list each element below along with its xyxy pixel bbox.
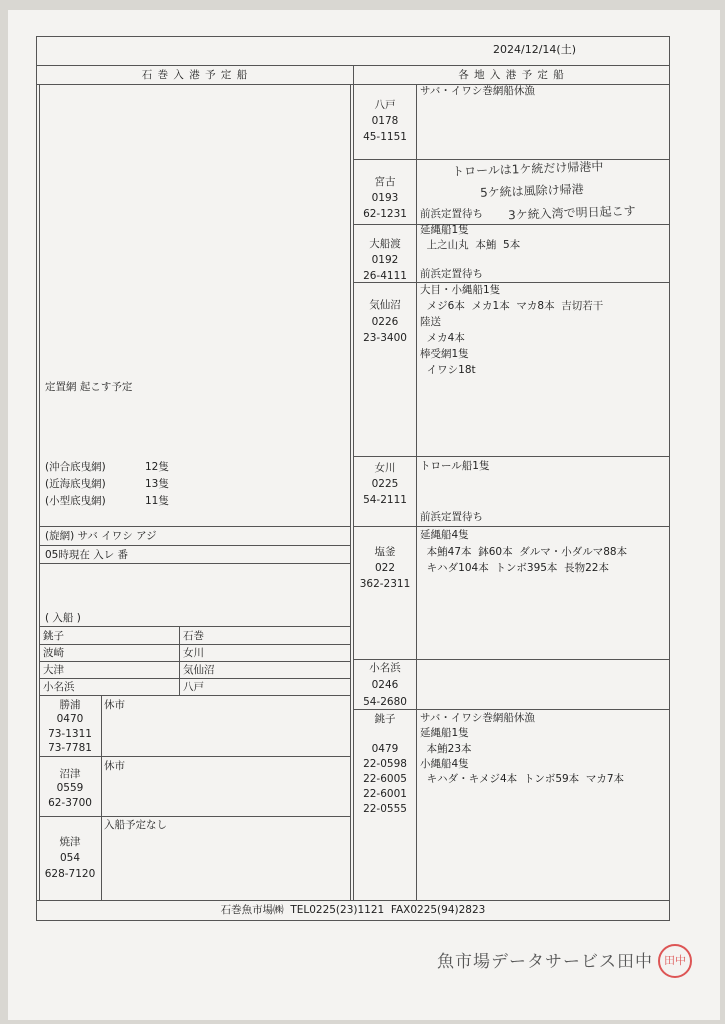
station-line: キハダ104本 トンボ395本 長物22本	[420, 562, 609, 574]
frame-bottom	[36, 920, 670, 921]
station-line: 前浜定置待ち	[420, 268, 483, 280]
station-tel: 54-2680	[363, 696, 407, 708]
station-line: 本鮪47本 鉢60本 ダルマ・小ダルマ88本	[420, 546, 628, 558]
divider	[39, 816, 350, 817]
station-tel: 45-1151	[363, 131, 407, 143]
divider	[39, 661, 350, 662]
nyusen-label: ( 入船 )	[45, 612, 81, 624]
station-tel: 0479	[371, 743, 399, 755]
station-tel: 0225	[371, 478, 399, 490]
station-line: サバ・イワシ巻網船休漁	[420, 712, 535, 724]
market-name: 勝浦	[59, 699, 81, 711]
station-tel: 22-6005	[363, 773, 407, 785]
market-name: 沼津	[59, 768, 81, 780]
divider	[354, 456, 670, 457]
station-tel: 0246	[371, 679, 399, 691]
station-line: サバ・イワシ巻網船休漁	[420, 85, 535, 97]
market-tel: 0559	[56, 782, 84, 794]
handwritten-note: 3ケ統入湾で明日起こす	[507, 203, 636, 223]
port-cell: 銚子	[43, 630, 64, 642]
station-name: 気仙沼	[369, 299, 401, 311]
divider	[39, 626, 350, 627]
station-line: 前浜定置待ち	[420, 208, 483, 220]
station-tel: 0192	[371, 254, 399, 266]
station-name: 八戸	[374, 99, 396, 111]
teichi-note: 定置網 起こす予定	[45, 381, 133, 393]
station-tel: 23-3400	[363, 332, 407, 344]
market-tel: 628-7120	[44, 868, 96, 880]
divider	[354, 526, 670, 527]
port-cell: 大津	[43, 664, 64, 676]
right-col-inner	[350, 84, 351, 900]
trawl-small-label: (小型底曳網)	[45, 495, 106, 507]
frame-left	[36, 36, 37, 920]
station-line: 棒受網1隻	[420, 348, 469, 360]
station-name: 大船渡	[369, 238, 401, 250]
seal-stamp: 田中	[658, 944, 692, 978]
divider	[39, 695, 350, 696]
divider	[179, 626, 180, 695]
right-header: 各 地 入 港 予 定 船	[458, 69, 565, 81]
port-cell: 小名浜	[43, 681, 75, 693]
station-tel: 22-6001	[363, 788, 407, 800]
port-cell: 石巻	[183, 630, 204, 642]
market-tel: 73-7781	[48, 742, 92, 754]
port-cell: 女川	[183, 647, 204, 659]
station-tel: 62-1231	[363, 208, 407, 220]
divider	[39, 678, 350, 679]
market-tel: 62-3700	[48, 797, 92, 809]
station-tel: 22-0555	[363, 803, 407, 815]
port-cell: 気仙沼	[183, 664, 215, 676]
divider	[39, 563, 350, 564]
divider	[354, 224, 670, 225]
station-line: 上之山丸 本鮪 5本	[420, 239, 521, 251]
trawl-coastal-count: 13隻	[145, 478, 169, 490]
station-line: 前浜定置待ち	[420, 511, 483, 523]
frame-top	[36, 36, 670, 37]
station-tel: 54-2111	[363, 494, 407, 506]
station-line: キハダ・キメジ4本 トンボ59本 マカ7本	[420, 773, 625, 785]
left-header: 石 巻 入 港 予 定 船	[141, 69, 249, 81]
station-line: 延縄船1隻	[420, 224, 469, 236]
makiami-line: (旋網) サバ イワシ アジ	[45, 530, 157, 542]
station-line: 小縄船4隻	[420, 758, 469, 770]
station-line: 陸送	[420, 316, 441, 328]
station-line: 大目・小縄船1隻	[420, 284, 501, 296]
divider	[39, 644, 350, 645]
market-tel: 0470	[56, 713, 84, 725]
station-line: メカ4本	[420, 332, 465, 344]
divider	[39, 756, 350, 757]
divider	[39, 526, 350, 527]
station-line: トロール船1隻	[420, 460, 490, 472]
station-tel: 22-0598	[363, 758, 407, 770]
report-date: 2024/12/14(土)	[493, 43, 576, 56]
trawl-offshore-count: 12隻	[145, 461, 169, 473]
market-tel: 054	[59, 852, 81, 864]
market-name: 焼津	[59, 836, 81, 848]
station-tel: 362-2311	[359, 578, 411, 590]
divider	[354, 659, 670, 660]
frame-right	[669, 36, 670, 920]
station-name: 塩釜	[374, 546, 396, 558]
market-tel: 73-1311	[48, 728, 92, 740]
divider	[101, 695, 102, 900]
station-name: 銚子	[374, 713, 396, 725]
station-tel: 0178	[371, 115, 399, 127]
station-tel: 022	[374, 562, 396, 574]
handwritten-note: トロールは1ケ統だけ帰港中	[451, 159, 604, 179]
station-name: 小名浜	[369, 662, 401, 674]
document-sheet	[8, 10, 720, 1020]
station-tel: 26-4111	[363, 270, 407, 282]
divider	[354, 709, 670, 710]
divider	[416, 84, 417, 900]
market-status: 休市	[104, 699, 125, 711]
footer-row-top	[36, 900, 670, 901]
trawl-offshore-label: (沖合底曳網)	[45, 461, 106, 473]
station-line: イワシ18t	[420, 364, 476, 376]
station-line: 延縄船4隻	[420, 529, 469, 541]
station-line: 本鮪23本	[420, 743, 472, 755]
trawl-small-count: 11隻	[145, 495, 169, 507]
trawl-coastal-label: (近海底曳網)	[45, 478, 106, 490]
time-line: 05時現在 入レ 番	[45, 549, 129, 561]
station-name: 宮古	[374, 176, 396, 188]
handwritten-note: 5ケ統は風除け帰港	[479, 182, 584, 200]
station-line: メジ6本 メカ1本 マカ8本 吉切若干	[420, 300, 604, 312]
station-tel: 0193	[371, 192, 399, 204]
divider	[39, 545, 350, 546]
port-cell: 波崎	[43, 647, 64, 659]
station-tel: 0226	[371, 316, 399, 328]
station-line: 延縄船1隻	[420, 727, 469, 739]
market-status: 休市	[104, 760, 125, 772]
port-cell: 八戸	[183, 681, 204, 693]
market-status: 入船予定なし	[104, 819, 167, 831]
station-name: 女川	[374, 462, 396, 474]
company-stamp: 魚市場データサービス田中	[437, 952, 653, 972]
footer-contact: 石巻魚市場㈱ TEL0225(23)1121 FAX0225(94)2823	[220, 904, 486, 916]
